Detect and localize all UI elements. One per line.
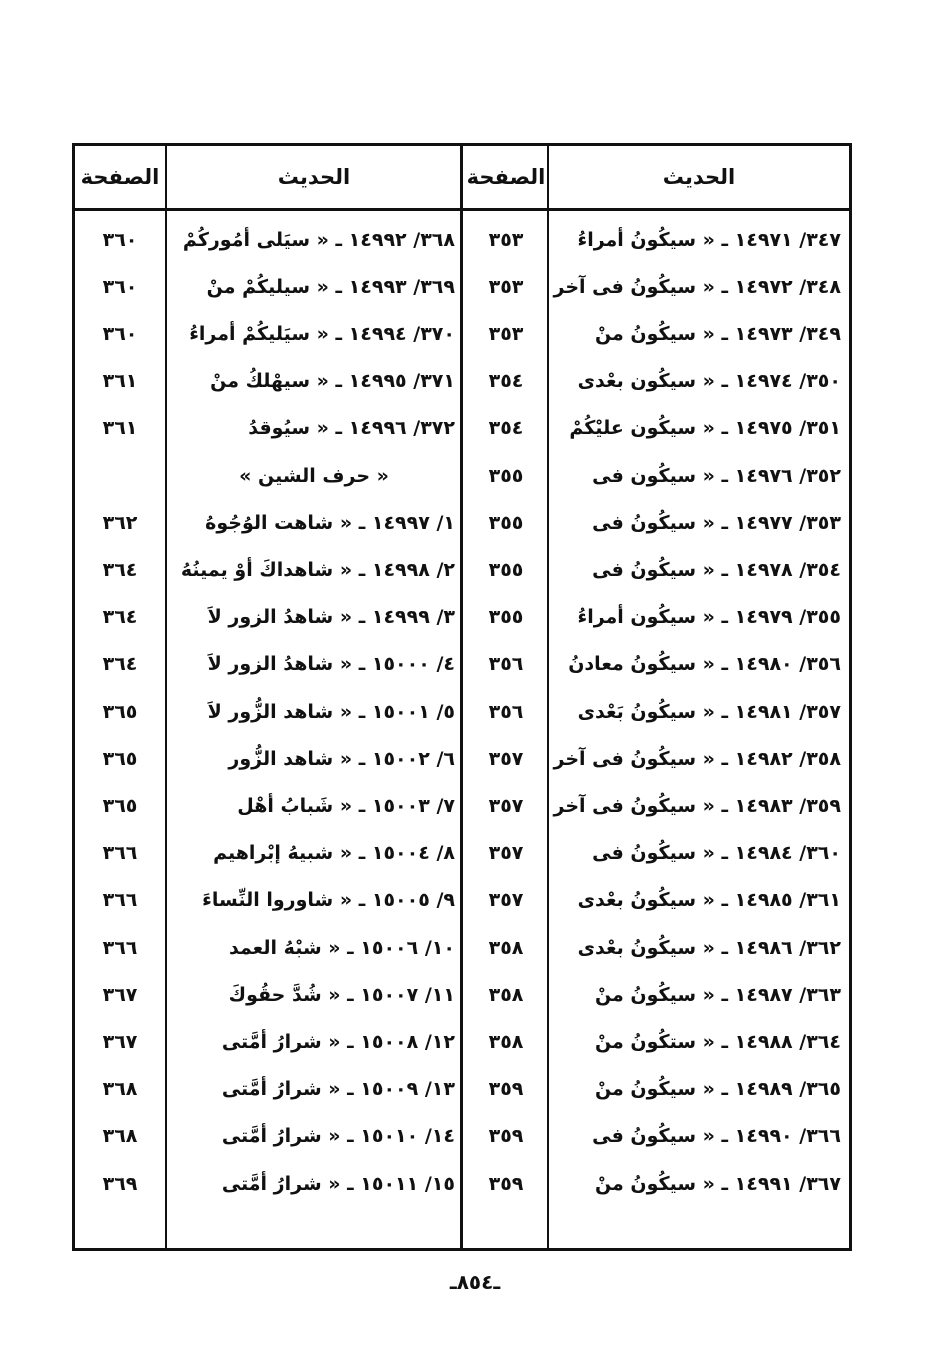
list-item-hadith: ٧/ ١٥٠٠٣ ـ « شَبابُ أهْل — [237, 794, 455, 817]
list-item-page: ٣٦٦ — [102, 889, 138, 912]
list-item-page: ٣٥٥ — [488, 558, 524, 581]
header-right-page: الصفحة — [466, 165, 546, 189]
section-heading: « حرف الشين » — [239, 464, 389, 487]
list-item-page: ٣٦٤ — [102, 653, 138, 676]
list-item-page: ٣٦٥ — [102, 747, 138, 770]
list-item-hadith: ١٣/ ١٥٠٠٩ ـ « شرارُ أمَّتى — [221, 1078, 455, 1101]
list-item-hadith: ٣٥٧/ ١٤٩٨١ ـ « سيكُونُ بَعْدى — [577, 700, 841, 723]
list-item-hadith: ٣٦٣/ ١٤٩٨٧ ـ « سيكُونُ منْ — [594, 983, 841, 1006]
list-item-hadith: ٣٦٦/ ١٤٩٩٠ ـ « سيكُونُ فى — [592, 1125, 841, 1148]
list-item-page: ٣٥٥ — [488, 464, 524, 487]
list-item-hadith: ٣٥٥/ ١٤٩٧٩ ـ « سيكُون أمراءُ — [577, 606, 841, 629]
list-item-hadith: ٣٦٤/ ١٤٩٨٨ ـ « ستكُونُ منْ — [594, 1030, 841, 1053]
list-item-hadith: ٣٥٢/ ١٤٩٧٦ ـ « سيكُون فى — [592, 464, 841, 487]
page-number: ـ٨٥٤ـ — [449, 1270, 501, 1294]
list-item-hadith: ٣٥٩/ ١٤٩٨٣ ـ « سيكُونُ فى آخر — [553, 794, 841, 817]
list-item-page: ٣٦٩ — [102, 1172, 138, 1195]
list-item-page: ٣٥٦ — [488, 653, 524, 676]
list-item-page: ٣٥٥ — [488, 606, 524, 629]
list-item-hadith: ٣٦١/ ١٤٩٨٥ ـ « سيكُونُ بعْدى — [577, 889, 841, 912]
list-item-hadith: ٣٥٠/ ١٤٩٧٤ ـ « سيكُون بعْدى — [577, 370, 841, 393]
list-item-page: ٣٦٨ — [102, 1078, 138, 1101]
list-item-page: ٣٦١ — [102, 417, 138, 440]
list-item-page: ٣٦٥ — [102, 794, 138, 817]
list-item-page: ٣٥٨ — [488, 936, 524, 959]
index-table — [72, 143, 852, 1251]
list-item-page: ٣٦٠ — [102, 275, 138, 298]
list-item-page: ٣٦٥ — [102, 700, 138, 723]
list-item-page: ٣٥٣ — [488, 228, 524, 251]
list-item-hadith: ٩/ ١٥٠٠٥ ـ « شاوروا النِّساءَ — [202, 889, 455, 912]
header-left-page: الصفحة — [80, 165, 160, 189]
list-item-page: ٣٦٠ — [102, 228, 138, 251]
list-item-hadith: ٣٧١/ ١٤٩٩٥ ـ « سيهْلكُ منْ — [210, 370, 455, 393]
list-item-page: ٣٦٢ — [102, 511, 138, 534]
list-item-hadith: ٤/ ١٥٠٠٠ ـ « شاهدُ الزور لاَ — [207, 653, 455, 676]
list-item-page: ٣٥٤ — [488, 417, 524, 440]
list-item-page: ٣٦٠ — [102, 322, 138, 345]
list-item-page: ٣٥٧ — [488, 794, 524, 817]
list-item-page: ٣٥٧ — [488, 747, 524, 770]
list-item-hadith: ٣/ ١٤٩٩٩ ـ « شاهدُ الزور لاَ — [207, 606, 455, 629]
list-item-hadith: ٣٤٩/ ١٤٩٧٣ ـ « سيكُونُ منْ — [594, 322, 841, 345]
list-item-page: ٣٥٧ — [488, 842, 524, 865]
list-item-hadith: ٥/ ١٥٠٠١ ـ « شاهد الزُّور لاَ — [207, 700, 455, 723]
list-item-hadith: ١/ ١٤٩٩٧ ـ « شاهت الوُجُوهُ — [205, 511, 455, 534]
list-item-page: ٣٦٦ — [102, 936, 138, 959]
list-item-hadith: ١٥/ ١٥٠١١ ـ « شرارُ أمَّتى — [221, 1172, 455, 1195]
list-item-page: ٣٦٤ — [102, 558, 138, 581]
list-item-hadith: ٢/ ١٤٩٩٨ ـ « شاهداكَ أوْ يمينُهُ — [180, 558, 455, 581]
list-item-hadith: ٣٧٠/ ١٤٩٩٤ ـ « سيَليكُمْ أمراءُ — [189, 322, 455, 345]
list-item-page: ٣٥٨ — [488, 983, 524, 1006]
list-item-hadith: ٣٧٢/ ١٤٩٩٦ ـ « سيُوقدُ — [248, 417, 455, 440]
list-item-page: ٣٥٩ — [488, 1125, 524, 1148]
list-item-page: ٣٥٣ — [488, 275, 524, 298]
list-item-page: ٣٦٧ — [102, 983, 138, 1006]
header-left-hadith: الحديث — [277, 165, 351, 189]
list-item-hadith: ٣٥١/ ١٤٩٧٥ ـ « سيكُون عليْكُمْ — [569, 417, 841, 440]
list-item-hadith: ٣٥٤/ ١٤٩٧٨ ـ « سيكُونُ فى — [592, 558, 841, 581]
list-item-page: ٣٥٨ — [488, 1030, 524, 1053]
list-item-hadith: ١١/ ١٥٠٠٧ ـ « شُدَّ حقُوكَ — [228, 983, 455, 1006]
list-item-page: ٣٦٤ — [102, 606, 138, 629]
list-item-page: ٣٦١ — [102, 370, 138, 393]
list-item-hadith: ٣٦٧/ ١٤٩٩١ ـ « سيكُونُ منْ — [594, 1172, 841, 1195]
list-item-hadith: ٣٤٨/ ١٤٩٧٢ ـ « سيكُونُ فى آخر — [553, 275, 841, 298]
list-item-page: ٣٥٣ — [488, 322, 524, 345]
list-item-hadith: ١٤/ ١٥٠١٠ ـ « شرارُ أمَّتى — [221, 1125, 455, 1148]
list-item-hadith: ٣٥٦/ ١٤٩٨٠ ـ « سيكُونُ معادنُ — [568, 653, 841, 676]
list-item-hadith: ٣٦٨/ ١٤٩٩٢ ـ « سيَلى أمُوركُمْ — [182, 228, 455, 251]
list-item-hadith: ٣٦٩/ ١٤٩٩٣ ـ « سيليكُمْ منْ — [206, 275, 455, 298]
list-item-hadith: ١٢/ ١٥٠٠٨ ـ « شرارُ أمَّتى — [221, 1030, 455, 1053]
list-item-page: ٣٥٦ — [488, 700, 524, 723]
list-item-page: ٣٦٧ — [102, 1030, 138, 1053]
list-item-page: ٣٥٥ — [488, 511, 524, 534]
list-item-hadith: ٦/ ١٥٠٠٢ ـ « شاهد الزُّور — [228, 747, 455, 770]
list-item-hadith: ٨/ ١٥٠٠٤ ـ « شبيهُ إبْراهيم — [213, 842, 455, 865]
list-item-page: ٣٥٧ — [488, 889, 524, 912]
list-item-page: ٣٥٩ — [488, 1078, 524, 1101]
list-item-page: ٣٦٦ — [102, 842, 138, 865]
header-right-hadith: الحديث — [662, 165, 736, 189]
list-item-hadith: ٣٦٥/ ١٤٩٨٩ ـ « سيكُونُ منْ — [594, 1078, 841, 1101]
list-item-hadith: ٣٦٢/ ١٤٩٨٦ ـ « سيكُونُ بعْدى — [577, 936, 841, 959]
list-item-hadith: ٣٥٣/ ١٤٩٧٧ ـ « سيكُونُ فى — [592, 511, 841, 534]
list-item-page: ٣٥٩ — [488, 1172, 524, 1195]
list-item-page: ٣٥٤ — [488, 370, 524, 393]
list-item-hadith: ١٠/ ١٥٠٠٦ ـ « شبْهُ العمد — [228, 936, 455, 959]
list-item-hadith: ٣٦٠/ ١٤٩٨٤ ـ « سيكُونُ فى — [592, 842, 841, 865]
list-item-page: ٣٦٨ — [102, 1125, 138, 1148]
list-item-hadith: ٣٥٨/ ١٤٩٨٢ ـ « سيكُونُ فى آخر — [553, 747, 841, 770]
list-item-hadith: ٣٤٧/ ١٤٩٧١ ـ « سيكُونُ أمراءُ — [577, 228, 841, 251]
